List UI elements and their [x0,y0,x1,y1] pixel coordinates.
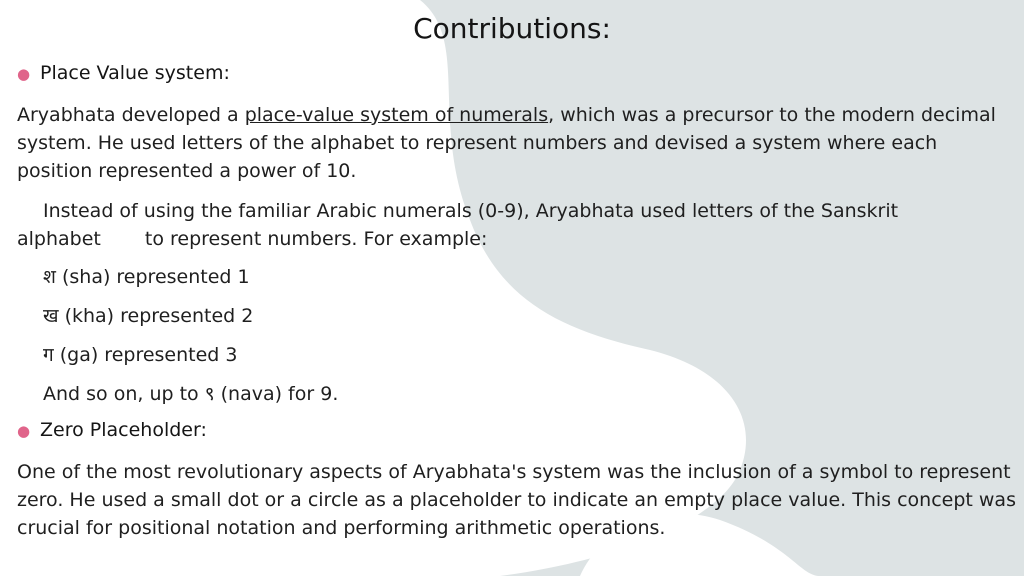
bullet-dot-icon: ● [17,65,31,83]
bullet-label: Zero Placeholder [40,419,201,441]
place-value-link[interactable]: place-value system of numerals [244,104,549,126]
example-line: श (sha) represented 1 [43,266,250,288]
bullet-place-value [17,62,230,84]
bullet-zero-placeholder [17,419,207,441]
bullet-label: Place Value system: [40,62,230,84]
slide-title: Contributions: [413,12,611,45]
paragraph-instead-line2 [17,225,1017,253]
paragraph-text: to represent numbers. For example: [144,228,488,250]
bullet-suffix: : [200,419,207,441]
example-line: ख (kha) represented 2 [43,305,254,327]
example-line: ग (ga) represented 3 [43,344,238,366]
example-line: And so on, up to ९ (nava) for 9. [43,383,339,405]
paragraph-instead-line1: Instead of using the familiar Arabic numerals (0-9), Aryabhata used letters of the Sanskrit [43,200,899,222]
paragraph-zero: One of the most revolutionary aspects of Aryabhata's system was the inclusion of a symbol to represent zero. He used a small dot or a circle as a placeholder to indicate an empty place value. This concept was crucial for positional notation and performing arithmetic operations. [17,461,1016,539]
paragraph-text: , which was a precursor to the modern decimal system. He used letters of the alphabet to represent numbers and devised a system where each position represented a power of 10. [17,104,996,182]
paragraph-place-value [17,101,1017,185]
bullet-dot-icon: ● [17,422,31,440]
paragraph-text: alphabet [17,228,101,250]
paragraph-text: Aryabhata developed a [17,104,245,126]
